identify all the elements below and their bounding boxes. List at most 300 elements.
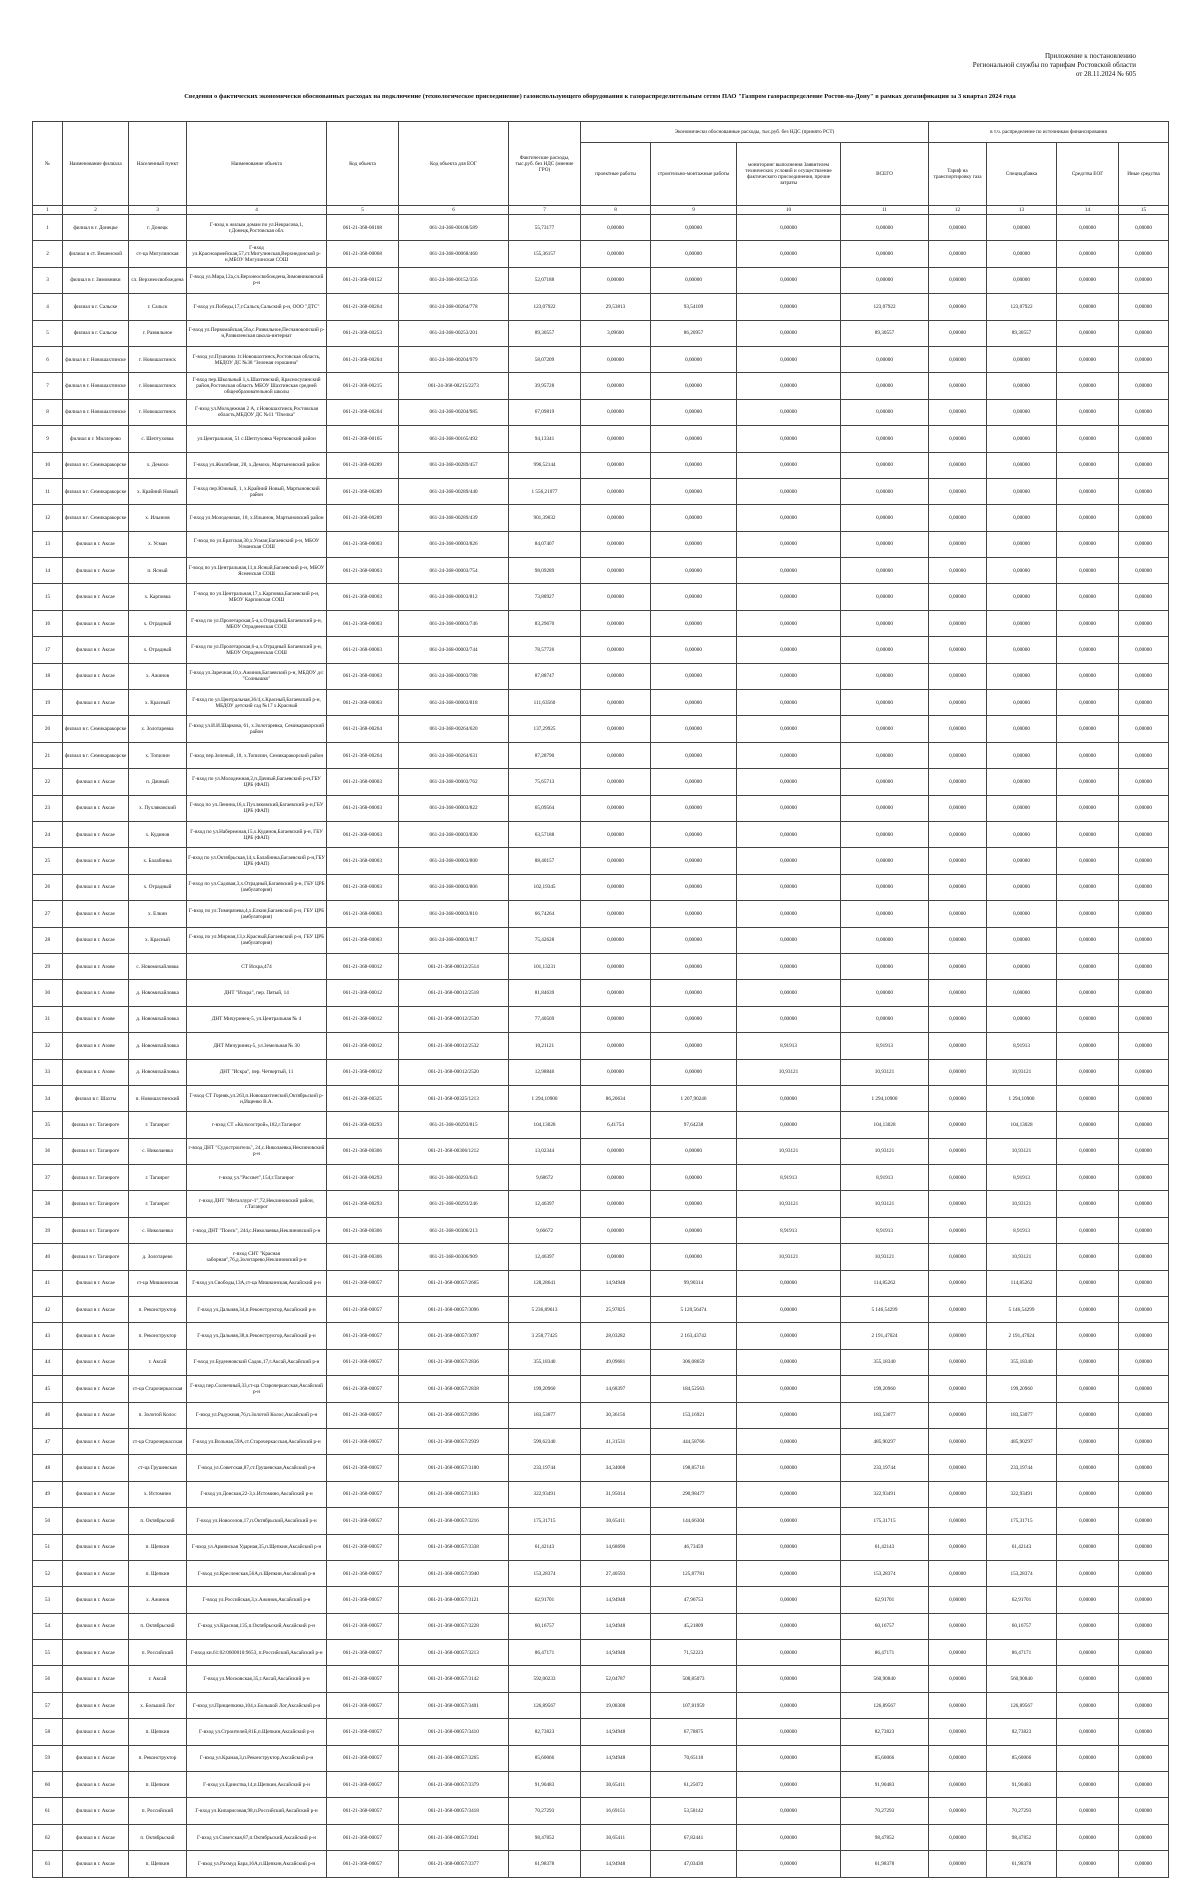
table-row (33, 1270, 1169, 1296)
cell-branch: филиал в г. Аксае (63, 610, 129, 636)
cell-code-egs: 061-24-368-00003/754 (399, 558, 509, 584)
cell-eog: 0,00000 (1057, 584, 1119, 610)
cell-build: 107,81959 (651, 1692, 737, 1718)
cell-code: 061-21-368-00293 (327, 1191, 399, 1217)
cell-place: п. Ясный (129, 558, 187, 584)
cell-design: 31,95014 (581, 1481, 651, 1507)
cell-code: 061-21-368-00204 (327, 346, 399, 372)
cell-branch: филиал в г. Семикаракорске (63, 478, 129, 504)
column-number: 14 (1057, 206, 1119, 215)
cell-build: 0,00000 (651, 1006, 737, 1032)
cell-eog: 0,00000 (1057, 742, 1119, 768)
cell-total: 0,00000 (841, 795, 929, 821)
cell-eog: 0,00000 (1057, 426, 1119, 452)
cell-total: 0,00000 (841, 953, 929, 979)
cell-total: 61,98378 (841, 1851, 929, 1877)
cell-object: Г-вход ул.Строителей,81Б,п.Щепкин,Аксайский р-н (187, 1719, 327, 1745)
cell-monitor: 0,00000 (737, 742, 841, 768)
cell-other: 0,00000 (1119, 742, 1169, 768)
cell-code: 061-21-368-00204 (327, 399, 399, 425)
cell-fact: 67,09819 (509, 399, 581, 425)
cell-object: Г-вход ул.Краная,3,п.Реконструктор,Аксайский р-н (187, 1745, 327, 1771)
cell-num: 60 (33, 1772, 63, 1798)
table-row (33, 874, 1169, 900)
cell-num: 39 (33, 1217, 63, 1243)
cell-place: ст-ца Старочеркасская (129, 1376, 187, 1402)
cell-design: 28,03282 (581, 1323, 651, 1349)
cell-code: 061-21-368-00057 (327, 1692, 399, 1718)
cell-monitor: 0,00000 (737, 1508, 841, 1534)
table-row (33, 1006, 1169, 1032)
cell-special: 62,91701 (987, 1587, 1057, 1613)
cell-fact: 104,13028 (509, 1112, 581, 1138)
cell-fact: 12,98846 (509, 1059, 581, 1085)
table-row (33, 294, 1169, 320)
cell-total: 0,00000 (841, 452, 929, 478)
cell-eog: 0,00000 (1057, 821, 1119, 847)
cell-monitor: 0,00000 (737, 716, 841, 742)
cell-eog: 0,00000 (1057, 1270, 1119, 1296)
cell-place: ст-ца Мишкинская (129, 1270, 187, 1296)
table-body (33, 215, 1169, 1878)
cell-object: Г-вход ул.Молодежная, 18, х.Ильинов, Мартыновский район (187, 505, 327, 531)
cell-object: Г-вход по ул.Пролетарская,5-а,х.Отрадный,Багаевский р-н, МБОУ Отрадненская СОШ (187, 610, 327, 636)
cell-eog: 0,00000 (1057, 1323, 1119, 1349)
cell-design: 0,00000 (581, 241, 651, 267)
cell-design: 0,00000 (581, 901, 651, 927)
cell-total: 61,42143 (841, 1534, 929, 1560)
cell-code: 061-21-368-00003 (327, 690, 399, 716)
cell-design: 0,00000 (581, 610, 651, 636)
cell-place: п. Дачный (129, 769, 187, 795)
cell-code-egs: 061-21-368-00057/3379 (399, 1772, 509, 1798)
cell-build: 0,00000 (651, 1191, 737, 1217)
cell-code-egs: 061-21-368-00306/909 (399, 1244, 509, 1270)
cell-branch: филиал в г. Аксае (63, 901, 129, 927)
cell-special: 0,00000 (987, 795, 1057, 821)
cell-eog: 0,00000 (1057, 795, 1119, 821)
header-build: строительно-монтажные работы (651, 143, 737, 206)
cell-fact: 128,28641 (509, 1270, 581, 1296)
cell-total: 10,93121 (841, 1138, 929, 1164)
cell-special: 0,00000 (987, 874, 1057, 900)
cell-build: 125,87781 (651, 1560, 737, 1586)
cell-build: 0,00000 (651, 584, 737, 610)
table-row (33, 980, 1169, 1006)
cell-place: п. Октябрьский (129, 1508, 187, 1534)
table-row (33, 1085, 1169, 1111)
cell-code-egs: 061-21-368-00306/1212 (399, 1138, 509, 1164)
cell-tariff: 0,00000 (929, 426, 987, 452)
cell-code-egs: 061-21-368-00057/3216 (399, 1508, 509, 1534)
cell-code-egs: 061-21-368-00057/3180 (399, 1455, 509, 1481)
cell-other: 0,00000 (1119, 1851, 1169, 1877)
cell-object: Г-вход ул.Советская,87,п.Октябрьский,Аксайский р-н (187, 1824, 327, 1850)
cell-total: 2 191,47024 (841, 1323, 929, 1349)
cell-fact: 599,62340 (509, 1428, 581, 1454)
cell-num: 31 (33, 1006, 63, 1032)
cell-special: 0,00000 (987, 215, 1057, 241)
cell-total: 8,91913 (841, 1033, 929, 1059)
cell-monitor: 0,00000 (737, 690, 841, 716)
header-total: ВСЕГО (841, 143, 929, 206)
cell-code-egs: 061-24-368-00003/818 (399, 690, 509, 716)
cell-total: 114,85262 (841, 1270, 929, 1296)
cell-special: 0,00000 (987, 716, 1057, 742)
cell-num: 32 (33, 1033, 63, 1059)
cell-monitor: 0,00000 (737, 1798, 841, 1824)
cell-branch: филиал в г. Аксае (63, 1587, 129, 1613)
cell-total: 91,90483 (841, 1772, 929, 1798)
cell-monitor: 0,00000 (737, 558, 841, 584)
cell-build: 0,00000 (651, 716, 737, 742)
cell-place: г. Аксай (129, 1666, 187, 1692)
cell-tariff: 0,00000 (929, 1323, 987, 1349)
cell-code-egs: 061-21-368-00293/643 (399, 1165, 509, 1191)
table-row (33, 901, 1169, 927)
cell-total: 0,00000 (841, 927, 929, 953)
cell-tariff: 0,00000 (929, 1244, 987, 1270)
cell-special: 0,00000 (987, 478, 1057, 504)
cell-code: 061-21-368-00003 (327, 769, 399, 795)
cell-branch: филиал в г. Аксае (63, 558, 129, 584)
cell-design: 0,00000 (581, 1138, 651, 1164)
cell-eog: 0,00000 (1057, 1666, 1119, 1692)
cell-eog: 0,00000 (1057, 1772, 1119, 1798)
cell-eog: 0,00000 (1057, 1455, 1119, 1481)
cell-monitor: 0,00000 (737, 874, 841, 900)
table-row (33, 1481, 1169, 1507)
cell-object: Г-вход по ул.Ленина,16,х.Пухляковский,Багаевский р-н,ГБУ ЦРБ (ФАП) (187, 795, 327, 821)
cell-design: 25,97825 (581, 1297, 651, 1323)
cell-code-egs: 061-24-368-00204/979 (399, 346, 509, 372)
cell-special: 0,00000 (987, 373, 1057, 399)
cell-total: 82,73823 (841, 1719, 929, 1745)
cell-code: 061-21-368-00264 (327, 716, 399, 742)
cell-branch: филиал в г. Аксае (63, 690, 129, 716)
cell-monitor: 0,00000 (737, 1824, 841, 1850)
cell-place: п. Щепкин (129, 1719, 187, 1745)
cell-fact: 5 236,89613 (509, 1297, 581, 1323)
cell-build: 0,00000 (651, 215, 737, 241)
cell-num: 3 (33, 267, 63, 293)
table-row (33, 1851, 1169, 1877)
cell-eog: 0,00000 (1057, 399, 1119, 425)
cell-total: 98,47852 (841, 1824, 929, 1850)
cell-monitor: 0,00000 (737, 215, 841, 241)
cell-object: Г-вход ул.Донская,22-3,х.Истомино,Аксайский р-н (187, 1481, 327, 1507)
cell-build: 198,85716 (651, 1455, 737, 1481)
cell-branch: филиал в г. Аксае (63, 1560, 129, 1586)
cell-branch: филиал в г. Аксае (63, 874, 129, 900)
cell-monitor: 8,91913 (737, 1033, 841, 1059)
cell-branch: филиал в г. Новошахтинске (63, 373, 129, 399)
cell-monitor: 0,00000 (737, 610, 841, 636)
cell-fact: 175,31715 (509, 1508, 581, 1534)
cell-tariff: 0,00000 (929, 1798, 987, 1824)
cell-monitor: 0,00000 (737, 426, 841, 452)
cell-build: 61,25072 (651, 1772, 737, 1798)
cell-special: 123,07922 (987, 294, 1057, 320)
cell-eog: 0,00000 (1057, 1587, 1119, 1613)
cell-code: 061-21-368-00057 (327, 1772, 399, 1798)
cell-other: 0,00000 (1119, 821, 1169, 847)
table-row (33, 1059, 1169, 1085)
cell-tariff: 0,00000 (929, 1006, 987, 1032)
cell-branch: филиал в г. Сальске (63, 320, 129, 346)
cell-monitor: 0,00000 (737, 1745, 841, 1771)
cell-total: 0,00000 (841, 426, 929, 452)
cell-special: 0,00000 (987, 558, 1057, 584)
header-eog: Средства ЕОГ (1057, 143, 1119, 206)
cell-other: 0,00000 (1119, 478, 1169, 504)
cell-special: 10,93121 (987, 1059, 1057, 1085)
cell-special: 8,91913 (987, 1217, 1057, 1243)
cell-fact: 66,74264 (509, 901, 581, 927)
cell-monitor: 0,00000 (737, 241, 841, 267)
cell-tariff: 0,00000 (929, 795, 987, 821)
cell-build: 86,20957 (651, 320, 737, 346)
cell-special: 0,00000 (987, 452, 1057, 478)
cell-total: 1 294,10900 (841, 1085, 929, 1111)
cell-monitor: 0,00000 (737, 1640, 841, 1666)
cell-monitor: 0,00000 (737, 821, 841, 847)
cell-code-egs: 061-24-368-00003/822 (399, 795, 509, 821)
cell-fact: 87,88747 (509, 663, 581, 689)
cell-design: 0,00000 (581, 1191, 651, 1217)
cell-code-egs: 061-24-368-00003/817 (399, 927, 509, 953)
cell-design: 0,00000 (581, 505, 651, 531)
cell-object: Г-вход ул.Армянская Ударная,35,п.Щепкин,Аксайский р-н (187, 1534, 327, 1560)
cell-design: 0,00000 (581, 637, 651, 663)
cell-branch: филиал в г. Азове (63, 1006, 129, 1032)
cell-place: п. Октябрьский (129, 1824, 187, 1850)
cell-branch: филиал в г. Аксае (63, 795, 129, 821)
cell-code-egs: 061-24-368-00289/439 (399, 505, 509, 531)
table-row (33, 1112, 1169, 1138)
cell-branch: филиал в г. Аксае (63, 1666, 129, 1692)
header-tariff: Тариф на транспортировку газа (929, 143, 987, 206)
cell-build: 93,54109 (651, 294, 737, 320)
cell-place: х. Елкин (129, 901, 187, 927)
cell-design: 0,00000 (581, 1006, 651, 1032)
cell-total: 175,31715 (841, 1508, 929, 1534)
cell-code-egs: 061-21-368-00293/246 (399, 1191, 509, 1217)
cell-num: 49 (33, 1481, 63, 1507)
cell-tariff: 0,00000 (929, 1666, 987, 1692)
cell-place: х. Балабинка (129, 848, 187, 874)
cell-other: 0,00000 (1119, 980, 1169, 1006)
cell-build: 0,00000 (651, 399, 737, 425)
cell-branch: филиал в г. Новошахтинске (63, 346, 129, 372)
cell-code: 061-21-368-00057 (327, 1297, 399, 1323)
column-number: 11 (841, 206, 929, 215)
cell-tariff: 0,00000 (929, 1640, 987, 1666)
cell-place: д. Новомихайловка (129, 980, 187, 1006)
cell-fact: 9,68672 (509, 1165, 581, 1191)
cell-code: 061-21-368-00057 (327, 1587, 399, 1613)
cell-build: 144,66304 (651, 1508, 737, 1534)
cell-design: 0,00000 (581, 478, 651, 504)
cell-branch: филиал в г. Семикаракорске (63, 742, 129, 768)
column-number: 3 (129, 206, 187, 215)
cell-num: 9 (33, 426, 63, 452)
cell-total: 0,00000 (841, 215, 929, 241)
cell-build: 0,00000 (651, 452, 737, 478)
cell-design: 30,36156 (581, 1402, 651, 1428)
cell-place: г. Таганрог (129, 1165, 187, 1191)
cell-code: 061-21-368-00003 (327, 901, 399, 927)
cell-eog: 0,00000 (1057, 1085, 1119, 1111)
cell-design: 6,41754 (581, 1112, 651, 1138)
cell-tariff: 0,00000 (929, 1138, 987, 1164)
cell-build: 53,58142 (651, 1798, 737, 1824)
cell-monitor: 8,91913 (737, 1165, 841, 1191)
cell-total: 0,00000 (841, 478, 929, 504)
cell-other: 0,00000 (1119, 1323, 1169, 1349)
cell-num: 50 (33, 1508, 63, 1534)
cell-other: 0,00000 (1119, 1059, 1169, 1085)
cell-place: х. Красный (129, 690, 187, 716)
cell-place: х. Ажинов (129, 663, 187, 689)
cell-object: Г-вход по ул.Садовая,3,х.Отрадный,Багаевский р-н, ГБУ ЦРБ (амбулатория) (187, 874, 327, 900)
cell-code-egs: 061-21-368-00057/3377 (399, 1851, 509, 1877)
cell-other: 0,00000 (1119, 1508, 1169, 1534)
cell-num: 18 (33, 663, 63, 689)
cell-object: Г-вход ул.Кипарисовая,98,п.Российский,Аксайский р-н (187, 1798, 327, 1824)
cell-monitor: 0,00000 (737, 373, 841, 399)
cell-place: х. Большой Лог (129, 1692, 187, 1718)
header-place: Населенный пункт (129, 122, 187, 206)
cell-code: 061-21-368-00003 (327, 610, 399, 636)
column-number: 6 (399, 206, 509, 215)
cell-build: 0,00000 (651, 346, 737, 372)
cell-eog: 0,00000 (1057, 901, 1119, 927)
cell-tariff: 0,00000 (929, 1033, 987, 1059)
cell-code: 061-21-368-00306 (327, 1217, 399, 1243)
cell-special: 10,93121 (987, 1191, 1057, 1217)
cell-code-egs: 061-24-368-00003/812 (399, 584, 509, 610)
cell-tariff: 0,00000 (929, 637, 987, 663)
cell-build: 0,00000 (651, 241, 737, 267)
cell-tariff: 0,00000 (929, 980, 987, 1006)
cell-place: д. Золотарево (129, 1244, 187, 1270)
cell-special: 61,42143 (987, 1534, 1057, 1560)
table-row (33, 1455, 1169, 1481)
cell-branch: филиал в г. Семикаракорске (63, 505, 129, 531)
cell-fact: 58,07209 (509, 346, 581, 372)
column-number: 9 (651, 206, 737, 215)
table-row (33, 1692, 1169, 1718)
cell-monitor: 0,00000 (737, 1112, 841, 1138)
cell-num: 17 (33, 637, 63, 663)
cell-other: 0,00000 (1119, 294, 1169, 320)
cell-total: 0,00000 (841, 584, 929, 610)
cell-eog: 0,00000 (1057, 1376, 1119, 1402)
cell-num: 37 (33, 1165, 63, 1191)
cell-monitor: 0,00000 (737, 927, 841, 953)
cell-object: Г-вход по ул.Набережная,15,х.Кудинов,Багаевский р-н, ГБУ ЦРБ (ФАП) (187, 821, 327, 847)
cell-code-egs: 061-24-368-00003/830 (399, 821, 509, 847)
table-row (33, 373, 1169, 399)
cell-fact: 1 294,10900 (509, 1085, 581, 1111)
cell-other: 0,00000 (1119, 1428, 1169, 1454)
cell-fact: 65,09564 (509, 795, 581, 821)
cell-other: 0,00000 (1119, 558, 1169, 584)
cell-special: 114,85262 (987, 1270, 1057, 1296)
cell-total: 0,00000 (841, 531, 929, 557)
cell-total: 5 146,54299 (841, 1297, 929, 1323)
cell-design: 0,00000 (581, 874, 651, 900)
cell-other: 0,00000 (1119, 1560, 1169, 1586)
cell-object: г-вход СНТ "Красная заборная",76,д.Золотарево,Неклиновский р-н (187, 1244, 327, 1270)
cell-tariff: 0,00000 (929, 1534, 987, 1560)
cell-design: 14,68397 (581, 1376, 651, 1402)
cell-eog: 0,00000 (1057, 1692, 1119, 1718)
column-number: 13 (987, 206, 1057, 215)
cell-branch: филиал в г. Таганроге (63, 1138, 129, 1164)
cell-code: 061-21-368-00057 (327, 1349, 399, 1375)
cell-num: 36 (33, 1138, 63, 1164)
cell-build: 67,78875 (651, 1719, 737, 1745)
cell-eog: 0,00000 (1057, 1112, 1119, 1138)
cell-tariff: 0,00000 (929, 663, 987, 689)
cell-branch: филиал в г. Аксае (63, 1613, 129, 1639)
cell-monitor: 0,00000 (737, 1534, 841, 1560)
cell-object: Г-вход кн.61:02:0600010:9653, п.Российский,Аксайский р-н (187, 1640, 327, 1666)
table-row (33, 795, 1169, 821)
header-other: Иные средства (1119, 143, 1169, 206)
cell-build: 46,73459 (651, 1534, 737, 1560)
cell-monitor: 0,00000 (737, 505, 841, 531)
cell-fact: 12,46397 (509, 1244, 581, 1270)
cell-design: 0,00000 (581, 690, 651, 716)
cell-monitor: 0,00000 (737, 980, 841, 1006)
cell-object: Г-вход по ул.Центральная,11,п.Ясный,Багаевский р-н, МБОУ Ясненская СОШ (187, 558, 327, 584)
table-row (33, 1640, 1169, 1666)
cell-branch: филиал в г. Новошахтинске (63, 399, 129, 425)
cell-object: Г-вход ул.Советская,87,ст.Грушевская,Аксайский р-н (187, 1455, 327, 1481)
cell-code: 061-21-368-00057 (327, 1428, 399, 1454)
cell-num: 14 (33, 558, 63, 584)
cell-other: 0,00000 (1119, 769, 1169, 795)
cell-build: 0,00000 (651, 742, 737, 768)
cell-place: г. Аксай (129, 1349, 187, 1375)
cell-num: 12 (33, 505, 63, 531)
cell-code-egs: 061-21-368-00057/2896 (399, 1402, 509, 1428)
cell-other: 0,00000 (1119, 1402, 1169, 1428)
cell-code-egs: 061-21-368-00057/3338 (399, 1534, 509, 1560)
cell-eog: 0,00000 (1057, 1217, 1119, 1243)
column-number: 10 (737, 206, 841, 215)
cell-build: 70,65118 (651, 1745, 737, 1771)
cell-code: 061-21-368-00057 (327, 1402, 399, 1428)
cell-code-egs: 061-24-368-00253/201 (399, 320, 509, 346)
cell-code: 061-21-368-00289 (327, 478, 399, 504)
cell-num: 15 (33, 584, 63, 610)
cell-special: 60,16757 (987, 1613, 1057, 1639)
cell-design: 3,09600 (581, 320, 651, 346)
cell-object: Г-вход ул.Жилибная, 28, х.Демохо, Мартыновский район (187, 452, 327, 478)
cell-tariff: 0,00000 (929, 1270, 987, 1296)
cell-place: д. Новомихайловка (129, 1033, 187, 1059)
cell-special: 0,00000 (987, 690, 1057, 716)
table-row (33, 215, 1169, 241)
cell-num: 42 (33, 1297, 63, 1323)
cell-fact: 81,84639 (509, 980, 581, 1006)
cell-other: 0,00000 (1119, 663, 1169, 689)
cell-monitor: 0,00000 (737, 1297, 841, 1323)
